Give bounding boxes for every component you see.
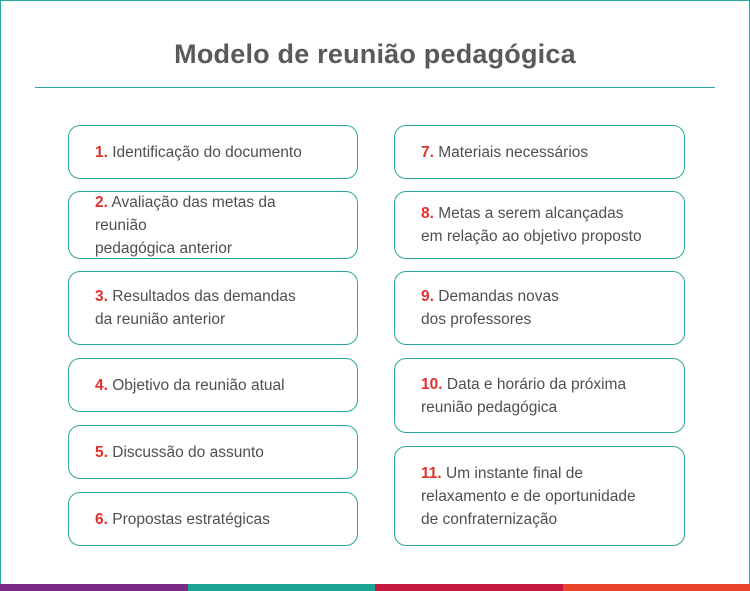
bottom-bar-purple bbox=[0, 584, 188, 591]
item-number: 5. bbox=[95, 443, 108, 461]
item-text bbox=[421, 373, 626, 419]
item-text bbox=[421, 202, 642, 248]
item-label-line1: Avaliação das metas da reunião bbox=[95, 193, 276, 234]
item-number: 4. bbox=[95, 376, 108, 394]
item-card-5 bbox=[68, 425, 358, 479]
item-card-2 bbox=[68, 191, 358, 259]
item-text bbox=[95, 285, 296, 331]
item-label: Discussão do assunto bbox=[112, 443, 264, 461]
item-card-10 bbox=[394, 358, 685, 433]
item-label: Propostas estratégicas bbox=[112, 510, 270, 528]
bottom-bar-orange bbox=[563, 584, 750, 591]
item-number: 10. bbox=[421, 375, 443, 393]
item-label-line2: da reunião anterior bbox=[95, 311, 226, 328]
item-text bbox=[95, 191, 331, 260]
item-card-3 bbox=[68, 271, 358, 345]
item-text bbox=[95, 374, 285, 397]
item-card-8 bbox=[394, 191, 685, 259]
item-number: 6. bbox=[95, 510, 108, 528]
item-label: Materiais necessários bbox=[438, 143, 589, 161]
item-number: 3. bbox=[95, 288, 108, 305]
item-label: Objetivo da reunião atual bbox=[112, 376, 285, 394]
item-label-line1: Data e horário da próxima bbox=[446, 375, 627, 393]
item-number: 7. bbox=[421, 143, 434, 161]
item-label-line2: dos professores bbox=[421, 311, 532, 328]
item-label-line2: reunião pedagógica bbox=[421, 398, 558, 416]
item-label-line2: relaxamento e de oportunidade bbox=[421, 487, 636, 505]
item-text bbox=[421, 462, 636, 531]
item-card-9 bbox=[394, 271, 685, 345]
bottom-bar-crimson bbox=[375, 584, 563, 591]
item-number: 11. bbox=[421, 464, 442, 482]
item-card-4 bbox=[68, 358, 358, 412]
item-card-11 bbox=[394, 446, 685, 546]
item-number: 8. bbox=[421, 205, 434, 222]
item-label-line2: em relação ao objetivo proposto bbox=[421, 228, 642, 245]
item-label-line1: Metas a serem alcançadas bbox=[438, 205, 624, 222]
item-card-7 bbox=[394, 125, 685, 179]
item-text bbox=[95, 508, 270, 531]
item-label-line1: Demandas novas bbox=[438, 288, 559, 305]
item-number: 9. bbox=[421, 288, 434, 305]
item-text bbox=[421, 285, 559, 331]
item-label-line2: pedagógica anterior bbox=[95, 239, 233, 257]
item-label-line3: de confraternização bbox=[421, 510, 558, 528]
item-number: 2. bbox=[95, 193, 108, 211]
item-text bbox=[95, 441, 264, 464]
item-card-1 bbox=[68, 125, 358, 179]
item-text bbox=[95, 141, 302, 164]
item-label-line1: Resultados das demandas bbox=[112, 288, 296, 305]
item-number: 1. bbox=[95, 143, 108, 161]
item-label: Identificação do documento bbox=[112, 143, 302, 161]
bottom-bar-teal bbox=[188, 584, 375, 591]
item-card-6 bbox=[68, 492, 358, 546]
item-label-line1: Um instante final de bbox=[446, 464, 584, 482]
item-text bbox=[421, 141, 588, 164]
page-title: Modelo de reunião pedagógica bbox=[174, 39, 576, 69]
title-divider bbox=[35, 87, 715, 88]
